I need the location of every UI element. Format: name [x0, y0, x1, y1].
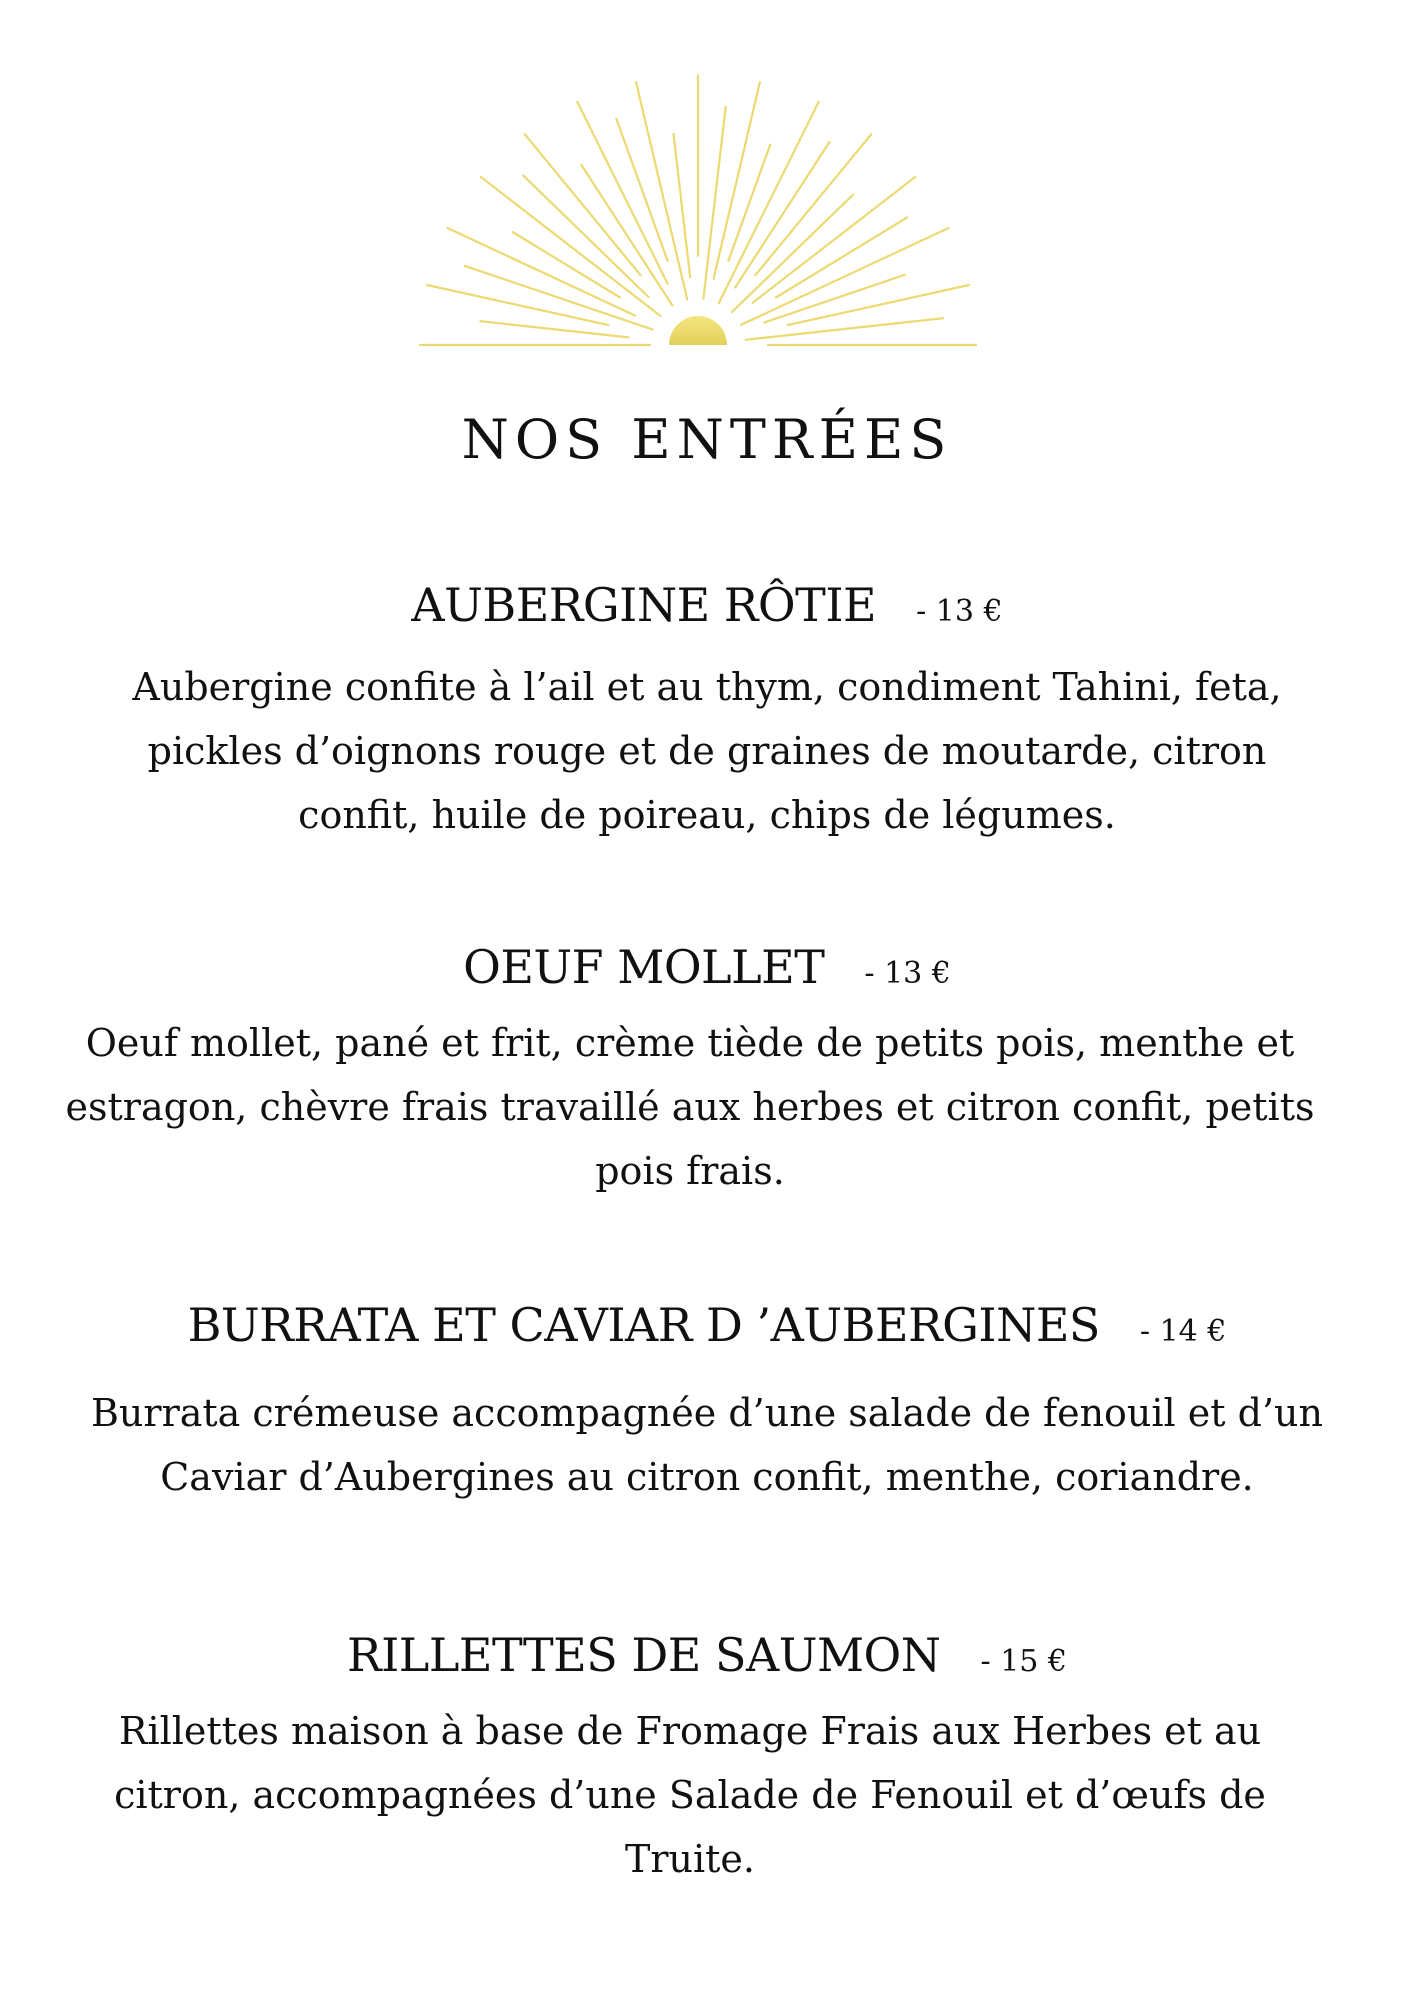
sun-ray — [465, 266, 653, 330]
sun-ray — [714, 82, 760, 279]
sun-ray — [755, 134, 871, 275]
menu-item — [0, 1628, 1414, 1891]
menu-item-header — [0, 940, 1414, 995]
menu-item — [0, 940, 1414, 1203]
sun-ray — [735, 142, 829, 287]
dish-name: RILLETTES DE SAUMON — [346, 1628, 941, 1682]
sun-ray — [741, 228, 948, 325]
dish-description: Burrata crémeuse accompagnée d’une salade de fenouil et d’un Caviar d’Aubergines au citron confit, menthe, coriandre. — [91, 1391, 1323, 1500]
sun-ray — [719, 102, 819, 303]
dish-description: Aubergine confite à l’ail et au thym, condiment Tahini, feta, pickles d’oignons rouge et de graines de moutarde, citron confit, huile de poireau, chips de légumes. — [132, 665, 1282, 838]
menu-item-header — [0, 1628, 1414, 1683]
sun-ray — [746, 318, 944, 340]
dish-description: Oeuf mollet, pané et frit, crème tiède de petits pois, menthe et estragon, chèvre frais travaillé aux herbes et citron confit, petits pois frais. — [65, 1021, 1315, 1194]
dish-name: BURRATA ET CAVIAR D ’AUBERGINES — [187, 1298, 1100, 1352]
menu-item-header — [0, 578, 1414, 633]
menu-item — [0, 1298, 1414, 1509]
dish-price: - 15 € — [980, 1644, 1068, 1679]
dish-price: - 13 € — [864, 956, 951, 991]
sun-half-disc — [669, 316, 727, 345]
sun-ray — [732, 195, 853, 312]
sun-ray — [448, 228, 635, 316]
sun-ray — [523, 176, 648, 297]
sun-ray — [616, 119, 667, 261]
sun-ray — [703, 107, 725, 299]
menu-item — [0, 578, 1414, 847]
menu-item-header — [0, 1298, 1414, 1353]
dish-name: AUBERGINE RÔTIE — [411, 578, 877, 632]
dish-name: OEUF MOLLET — [463, 940, 825, 994]
sun-ray — [577, 102, 667, 284]
sun-ray — [753, 177, 916, 303]
dish-description: Rillettes maison à base de Fromage Frais aux Herbes et au citron, accompagnées d’une Salade de Fenouil et d’œufs de Truite. — [114, 1709, 1266, 1882]
dish-price: - 14 € — [1139, 1314, 1227, 1349]
page-title: NOS ENTRÉES — [461, 408, 953, 471]
sunburst-icon — [407, 58, 987, 348]
sun-ray — [525, 134, 641, 275]
dish-price: - 13 € — [916, 594, 1003, 629]
